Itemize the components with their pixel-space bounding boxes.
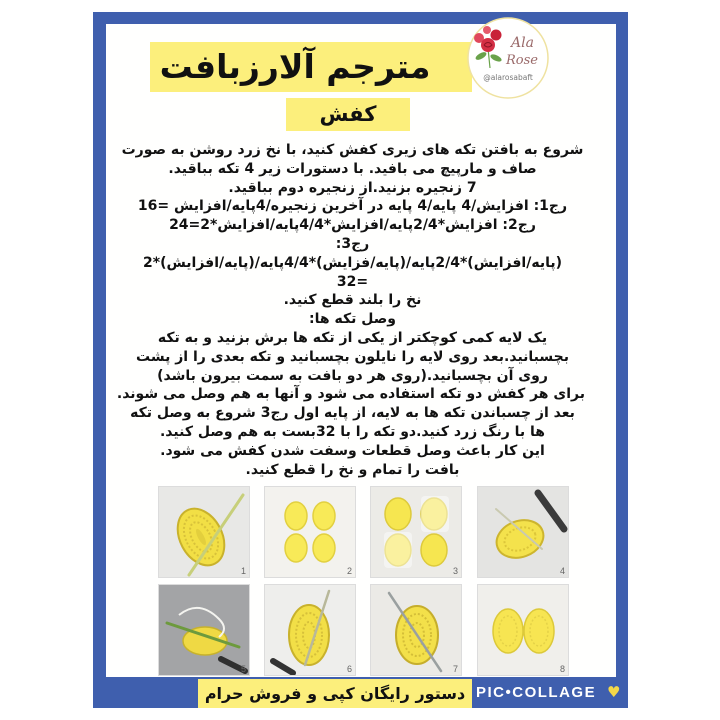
instruction-line: 7 زنجیره بزنید.از زنجیره دوم بباقید. bbox=[228, 179, 477, 196]
watermark-text: PIC•COLLAGE bbox=[476, 684, 597, 701]
photo-image bbox=[265, 487, 355, 577]
photo-number: 2 bbox=[346, 566, 352, 576]
collage-photo-7 bbox=[370, 584, 462, 676]
photo-image bbox=[371, 585, 461, 675]
section-title: کفش bbox=[286, 98, 410, 131]
instruction-line: روی آن بچسبانید.(روی هر دو بافت به سمت بیرون باشد) bbox=[157, 367, 548, 384]
photo-image bbox=[478, 487, 568, 577]
instruction-line: ها با رنگ زرد کنید.دو تکه را با 32بست به هم وصل کنید. bbox=[159, 423, 545, 440]
copyright-notice: دستور رایگان کپی و فروش حرام bbox=[198, 679, 472, 708]
instruction-line: این کار باعث وصل قطعات وسفت شدن کفش می شود. bbox=[160, 442, 545, 459]
logo-name-line2: Rose bbox=[506, 53, 538, 68]
instruction-line: وصل تکه ها: bbox=[309, 311, 396, 328]
photo-number: 5 bbox=[240, 664, 246, 674]
instruction-line: برای هر کفش دو تکه استفاده می شود و آنها به هم وصل می شوند. bbox=[116, 386, 585, 403]
instruction-line: (پایه/افزایش)*2/4پایه/(پایه/فزایش)*4/4پایه/(پایه/افزایش)*2 bbox=[143, 254, 562, 271]
photo-image bbox=[478, 585, 568, 675]
instruction-line: یک لایه کمی کوچکتر از یکی از تکه ها برش بزنید و به تکه bbox=[157, 329, 548, 346]
instructions bbox=[116, 141, 585, 479]
photo-image bbox=[265, 585, 355, 675]
photo-image bbox=[159, 585, 249, 675]
collage-photo-8 bbox=[477, 584, 569, 676]
photo-number: 8 bbox=[559, 664, 565, 674]
heart-icon: ♥ bbox=[607, 683, 621, 701]
photo-number: 7 bbox=[452, 664, 458, 674]
instruction-line: بافت را تمام و نخ را قطع کنید. bbox=[245, 461, 460, 478]
page-title: مترجم آلارزبافت bbox=[159, 47, 431, 86]
photo-number: 6 bbox=[346, 664, 352, 674]
collage-photo-2 bbox=[264, 486, 356, 578]
instruction-line: نخ را بلند قطع کنید. bbox=[283, 292, 422, 309]
instruction-line: صاف و مارپیچ می بافید. با دستورات زیر 4 تکه بباقید. bbox=[168, 160, 537, 177]
collage-photo-5 bbox=[158, 584, 250, 676]
instruction-line: رج2: افزایش*2/4پایه/افزایش*4/4پایه/افزایش*2=24 bbox=[169, 217, 536, 234]
instruction-line: شروع به بافتن تکه های زیری کفش کنید، با نخ زرد روشن به صورت bbox=[121, 142, 584, 158]
instruction-line: بعد از چسباندن تکه ها به لایه، از پایه اول رج3 شروع به وصل تکه bbox=[130, 405, 575, 422]
collage-photo-6 bbox=[264, 584, 356, 676]
photo-number: 4 bbox=[559, 566, 565, 576]
brand-logo bbox=[466, 16, 550, 100]
collage-photo-3 bbox=[370, 486, 462, 578]
logo-handle: @alarosabaft bbox=[483, 73, 533, 82]
instruction-line: بچسبانید.بعد روی لایه را نایلون بچسبانید و تکه بعدی را از پشت bbox=[136, 348, 569, 365]
photo-image bbox=[371, 487, 461, 577]
collage-photo-4 bbox=[477, 486, 569, 578]
collage-photo-1 bbox=[158, 486, 250, 578]
title-banner bbox=[150, 42, 472, 92]
instruction-line: رج3: bbox=[335, 235, 370, 252]
photo-number: 1 bbox=[240, 566, 246, 576]
instruction-line: رج1: افزایش/4 پایه/4 پایه در آخرین زنجیره/4پایه/افزایش =16 bbox=[137, 198, 568, 215]
logo-name-line1: Ala bbox=[511, 35, 534, 51]
photo-image bbox=[159, 487, 249, 577]
photo-number: 3 bbox=[452, 566, 458, 576]
instruction-line: =32 bbox=[336, 273, 369, 290]
